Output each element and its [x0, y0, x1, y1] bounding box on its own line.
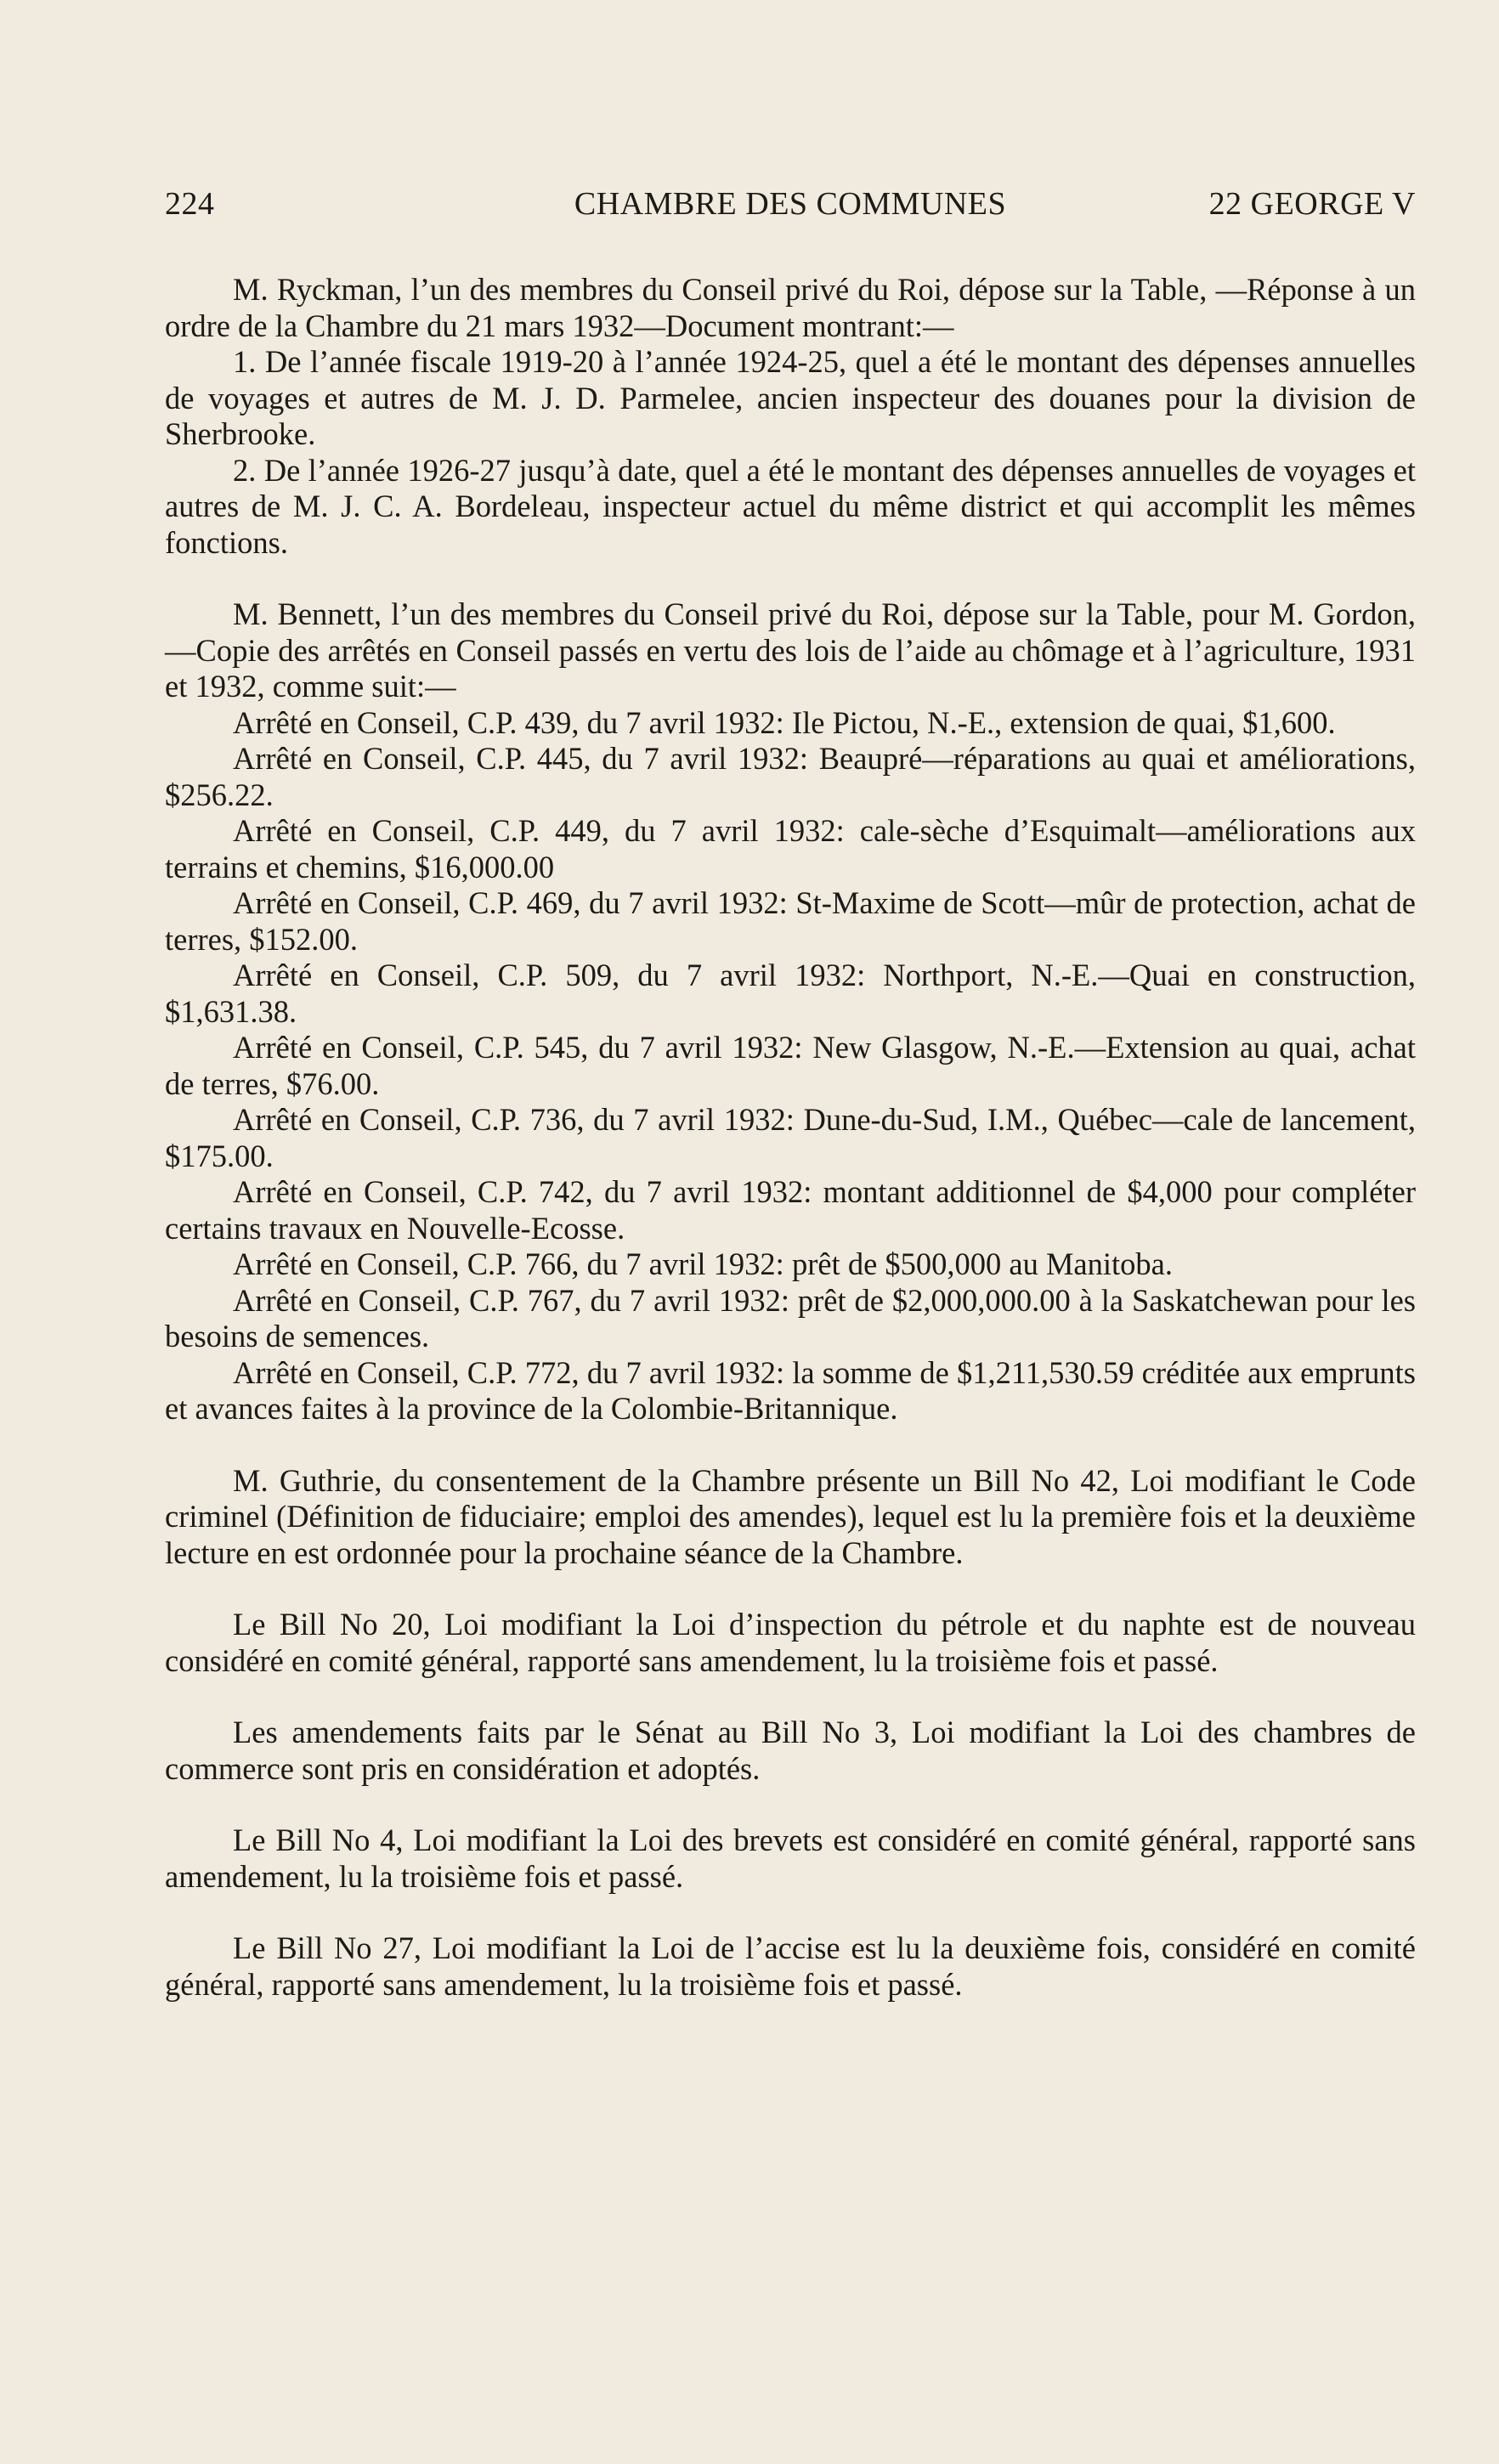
- order-in-council: Arrêté en Conseil, C.P. 469, du 7 avril 1932: St-Maxime de Scott—mûr de protection, achat de terres, $152.00.: [165, 885, 1416, 957]
- paragraph: Le Bill No 27, Loi modifiant la Loi de l’accise est lu la deuxième fois, considéré en comité général, rapporté sans amendement, lu la troisième fois et passé.: [165, 1930, 1416, 2002]
- order-in-council: Arrêté en Conseil, C.P. 445, du 7 avril 1932: Beaupré—réparations au quai et améliorations, $256.22.: [165, 741, 1416, 812]
- bill-4-entry: [165, 1823, 1416, 1895]
- paragraph: Le Bill No 4, Loi modifiant la Loi des brevets est considéré en comité général, rapporté sans amendement, lu la troisième fois et passé.: [165, 1823, 1416, 1894]
- paragraph: 2. De l’année 1926-27 jusqu’à date, quel a été le montant des dépenses annuelles de voyages et autres de M. J. C. A. Bordeleau, inspecteur actuel du même district et qui accomplit les mêmes fonctions.: [165, 452, 1416, 560]
- order-in-council: Arrêté en Conseil, C.P. 439, du 7 avril 1932: Ile Pictou, N.-E., extension de quai, $1,600.: [233, 704, 1336, 740]
- running-title: CHAMBRE DES COMMUNES: [574, 186, 1007, 222]
- order-in-council: Arrêté en Conseil, C.P. 509, du 7 avril 1932: Northport, N.-E.—Quai en construction, $1,631.38.: [165, 958, 1416, 1029]
- order-in-council: Arrêté en Conseil, C.P. 449, du 7 avril 1932: cale-sèche d’Esquimalt—améliorations aux terrains et chemins, $16,000.00: [165, 813, 1416, 884]
- page-number: 224: [165, 186, 215, 222]
- ryckman-entry: [165, 272, 1416, 561]
- page-header: [165, 180, 1416, 228]
- bill-27-entry: [165, 1930, 1416, 2003]
- bennett-entry: [165, 596, 1416, 1427]
- paragraph: M. Guthrie, du consentement de la Chambre présente un Bill No 42, Loi modifiant le Code criminel (Définition de fiduciaire; emploi des amendes), lequel est lu la première fois et la deuxième lecture en est ordonnée pour la prochaine séance de la Chambre.: [165, 1462, 1416, 1570]
- reign-label: 22 GEORGE V: [1208, 186, 1416, 222]
- bill-3-entry: [165, 1715, 1416, 1787]
- paragraph: Les amendements faits par le Sénat au Bill No 3, Loi modifiant la Loi des chambres de commerce sont pris en considération et adoptés.: [165, 1715, 1416, 1786]
- order-in-council: Arrêté en Conseil, C.P. 742, du 7 avril 1932: montant additionnel de $4,000 pour compléter certains travaux en Nouvelle-Ecosse.: [165, 1174, 1416, 1246]
- bill-20-entry: [165, 1607, 1416, 1679]
- paragraph: M. Ryckman, l’un des membres du Conseil privé du Roi, dépose sur la Table, —Réponse à un ordre de la Chambre du 21 mars 1932—Document montrant:—: [165, 272, 1416, 343]
- order-in-council: Arrêté en Conseil, C.P. 772, du 7 avril 1932: la somme de $1,211,530.59 créditée aux emprunts et avances faites à la province de la Colombie-Britannique.: [165, 1354, 1416, 1426]
- paragraph: Le Bill No 20, Loi modifiant la Loi d’inspection du pétrole et du naphte est de nouveau considéré en comité général, rapporté sans amendement, lu la troisième fois et passé.: [165, 1607, 1416, 1678]
- order-in-council: Arrêté en Conseil, C.P. 545, du 7 avril 1932: New Glasgow, N.-E.—Extension au quai, achat de terres, $76.00.: [165, 1030, 1416, 1101]
- paragraph: 1. De l’année fiscale 1919-20 à l’année 1924-25, quel a été le montant des dépenses annuelles de voyages et autres de M. J. D. Parmelee, ancien inspecteur des douanes pour la division de Sherbrooke.: [165, 344, 1416, 451]
- order-in-council: Arrêté en Conseil, C.P. 736, du 7 avril 1932: Dune-du-Sud, I.M., Québec—cale de lancement, $175.00.: [165, 1102, 1416, 1173]
- order-in-council: Arrêté en Conseil, C.P. 767, du 7 avril 1932: prêt de $2,000,000.00 à la Saskatchewan pour les besoins de semences.: [165, 1282, 1416, 1354]
- order-in-council: Arrêté en Conseil, C.P. 766, du 7 avril 1932: prêt de $500,000 au Manitoba.: [233, 1246, 1173, 1281]
- page-body: [165, 272, 1416, 2003]
- paragraph: M. Bennett, l’un des membres du Conseil privé du Roi, dépose sur la Table, pour M. Gordon,—Copie des arrêtés en Conseil passés en vertu des lois de l’aide au chômage et à l’agriculture, 1931 et 1932, comme suit:—: [165, 596, 1416, 704]
- guthrie-entry: [165, 1463, 1416, 1572]
